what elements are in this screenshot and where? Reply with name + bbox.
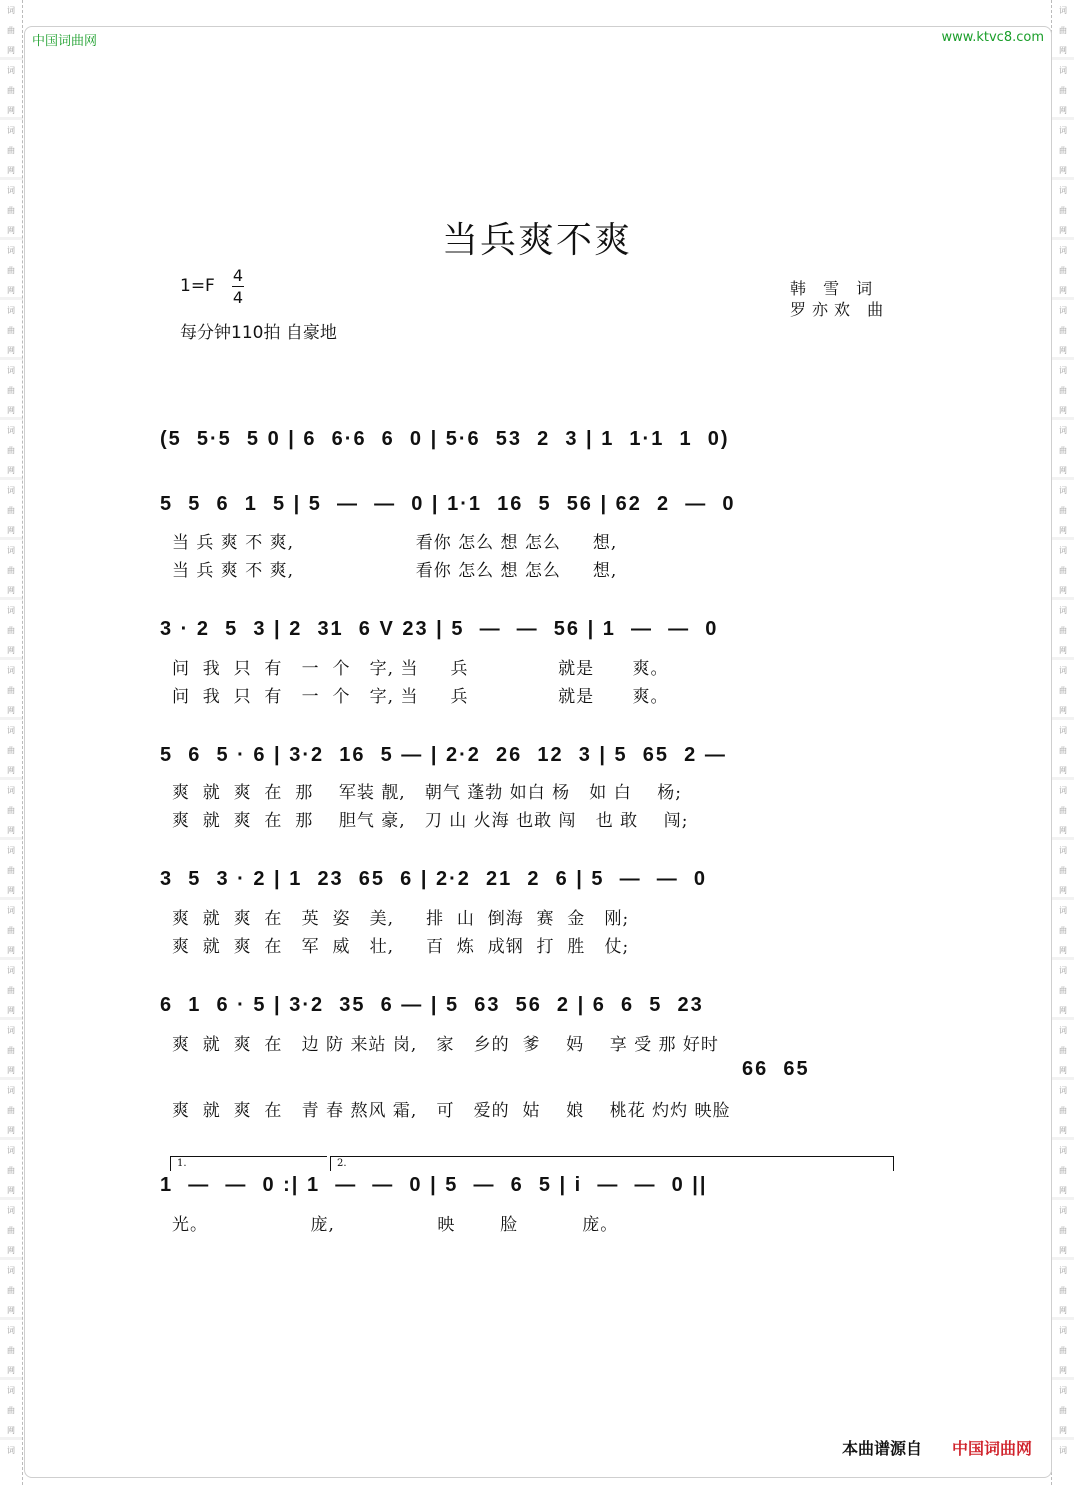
notation-row: 3 · 2 5 3 | 2 31 6 V 23 | 5 — — 56 | 1 — — 0 <box>160 618 719 640</box>
margin-glyph: 曲 <box>1059 86 1067 95</box>
margin-glyph: 网 <box>1059 886 1067 895</box>
margin-glyph: 曲 <box>1059 626 1067 635</box>
margin-glyph: 网 <box>1059 346 1067 355</box>
margin-glyph: 词 <box>7 66 15 75</box>
lyric-line: 光。 庞, 映 脸 庞。 <box>172 1215 619 1235</box>
margin-glyph: 词 <box>1059 546 1067 555</box>
margin-glyph: 曲 <box>7 86 15 95</box>
margin-glyph: 网 <box>7 946 15 955</box>
margin-glyph: 曲 <box>7 1406 15 1415</box>
margin-glyph: 网 <box>1059 46 1067 55</box>
margin-glyph: 曲 <box>7 1286 15 1295</box>
margin-glyph: 词 <box>7 846 15 855</box>
lyric-line: 问 我 只 有 一 个 字, 当 兵 就是 爽。 <box>172 659 669 679</box>
margin-glyph: 网 <box>1059 106 1067 115</box>
margin-glyph: 曲 <box>1059 1406 1067 1415</box>
margin-glyph: 曲 <box>7 1106 15 1115</box>
margin-glyph: 曲 <box>7 506 15 515</box>
margin-glyph: 网 <box>7 1426 15 1435</box>
margin-glyph: 曲 <box>1059 266 1067 275</box>
margin-glyph: 曲 <box>1059 686 1067 695</box>
margin-glyph: 网 <box>1059 766 1067 775</box>
lyric-line: 爽 就 爽 在 青 春 熬风 霜, 可 爱的 姑 娘 桃花 灼灼 映脸 <box>172 1101 731 1121</box>
footer-source-prefix: 本曲谱源自 <box>842 1439 923 1458</box>
time-bottom: 4 <box>232 288 244 307</box>
margin-glyph: 曲 <box>7 1046 15 1055</box>
margin-glyph: 网 <box>1059 406 1067 415</box>
composer: 罗亦欢 曲 <box>790 300 890 319</box>
margin-glyph: 网 <box>7 706 15 715</box>
lyric-line: 当 兵 爽 不 爽, 看你 怎么 想 怎么 想, <box>172 533 618 553</box>
notation-row: 66 65 <box>742 1058 810 1080</box>
margin-glyph: 曲 <box>7 566 15 575</box>
margin-glyph: 词 <box>1059 666 1067 675</box>
margin-glyph: 曲 <box>1059 926 1067 935</box>
margin-glyph: 网 <box>1059 1126 1067 1135</box>
margin-glyph: 网 <box>7 346 15 355</box>
margin-glyph: 曲 <box>7 626 15 635</box>
margin-glyph: 词 <box>7 1086 15 1095</box>
margin-glyph: 网 <box>7 766 15 775</box>
margin-glyph: 网 <box>1059 586 1067 595</box>
margin-glyph: 词 <box>1059 906 1067 915</box>
margin-glyph: 网 <box>1059 646 1067 655</box>
margin-glyph: 网 <box>7 646 15 655</box>
margin-glyph: 曲 <box>7 326 15 335</box>
margin-glyph: 词 <box>7 486 15 495</box>
margin-glyph: 词 <box>7 786 15 795</box>
margin-glyph: 网 <box>1059 826 1067 835</box>
margin-glyph: 曲 <box>1059 326 1067 335</box>
margin-glyph: 词 <box>1059 366 1067 375</box>
margin-glyph: 词 <box>7 1266 15 1275</box>
margin-glyph: 词 <box>1059 486 1067 495</box>
margin-glyph: 网 <box>7 886 15 895</box>
margin-glyph: 网 <box>7 586 15 595</box>
margin-glyph: 曲 <box>7 26 15 35</box>
margin-glyph: 网 <box>1059 1246 1067 1255</box>
margin-glyph: 曲 <box>7 746 15 755</box>
margin-glyph: 网 <box>7 406 15 415</box>
margin-glyph: 词 <box>1059 1086 1067 1095</box>
margin-glyph: 词 <box>1059 246 1067 255</box>
margin-glyph: 网 <box>7 46 15 55</box>
margin-glyph: 网 <box>7 226 15 235</box>
notation-row: 1 — — 0 :| 1 — — 0 | 5 — 6 5 | i — — 0 || <box>160 1174 708 1196</box>
margin-glyph: 词 <box>7 426 15 435</box>
margin-glyph: 词 <box>7 726 15 735</box>
margin-glyph: 曲 <box>7 446 15 455</box>
margin-glyph: 曲 <box>1059 1286 1067 1295</box>
margin-glyph: 词 <box>7 1146 15 1155</box>
volta-2: 2. <box>330 1156 894 1171</box>
margin-glyph: 曲 <box>1059 986 1067 995</box>
margin-glyph: 曲 <box>1059 506 1067 515</box>
tempo-marking: 每分钟110拍 自豪地 <box>180 323 337 343</box>
margin-glyph: 网 <box>1059 466 1067 475</box>
margin-glyph: 网 <box>7 1306 15 1315</box>
notation-row: 6 1 6 · 5 | 3·2 35 6 — | 5 63 56 2 | 6 6 5 23 <box>160 994 704 1016</box>
margin-glyph: 曲 <box>7 206 15 215</box>
margin-glyph: 曲 <box>7 686 15 695</box>
margin-glyph: 网 <box>7 1126 15 1135</box>
margin-glyph: 词 <box>7 186 15 195</box>
margin-glyph: 曲 <box>7 806 15 815</box>
margin-glyph: 词 <box>1059 66 1067 75</box>
volta-1: 1. <box>170 1156 327 1171</box>
margin-glyph: 曲 <box>7 986 15 995</box>
margin-glyph: 网 <box>1059 706 1067 715</box>
margin-glyph: 曲 <box>7 926 15 935</box>
margin-glyph: 词 <box>7 6 15 15</box>
song-title: 当兵爽不爽 <box>441 220 632 261</box>
margin-glyph: 词 <box>7 1026 15 1035</box>
margin-glyph: 网 <box>1059 1426 1067 1435</box>
margin-glyph: 网 <box>7 1366 15 1375</box>
margin-glyph: 曲 <box>1059 146 1067 155</box>
margin-glyph: 曲 <box>1059 746 1067 755</box>
margin-glyph: 曲 <box>1059 206 1067 215</box>
margin-glyph: 词 <box>7 246 15 255</box>
margin-glyph: 词 <box>1059 1146 1067 1155</box>
margin-glyph: 词 <box>7 906 15 915</box>
margin-glyph: 词 <box>7 1326 15 1335</box>
margin-glyph: 词 <box>1059 1206 1067 1215</box>
margin-glyph: 词 <box>1059 306 1067 315</box>
margin-glyph: 网 <box>1059 526 1067 535</box>
margin-glyph: 词 <box>1059 1326 1067 1335</box>
margin-glyph: 词 <box>7 546 15 555</box>
notation-row: (5 5·5 5 0 | 6 6·6 6 0 | 5·6 53 2 3 | 1 1·1 1 0) <box>160 428 730 450</box>
site-url-link[interactable]: www.ktvc8.com <box>941 30 1044 45</box>
margin-glyph: 网 <box>7 1246 15 1255</box>
lyric-line: 爽 就 爽 在 那 胆气 豪, 刀 山 火海 也敢 闯 也 敢 闯; <box>172 811 689 831</box>
margin-glyph: 曲 <box>1059 1226 1067 1235</box>
margin-glyph: 网 <box>1059 1306 1067 1315</box>
lyric-line: 当 兵 爽 不 爽, 看你 怎么 想 怎么 想, <box>172 561 618 581</box>
margin-glyph: 词 <box>1059 786 1067 795</box>
lyric-line: 爽 就 爽 在 英 姿 美, 排 山 倒海 赛 金 刚; <box>172 909 630 929</box>
margin-glyph: 词 <box>1059 966 1067 975</box>
margin-glyph: 曲 <box>1059 866 1067 875</box>
margin-glyph: 词 <box>7 1386 15 1395</box>
margin-glyph: 曲 <box>1059 1046 1067 1055</box>
footer-source-name: 中国词曲网 <box>952 1439 1033 1458</box>
margin-glyph: 词 <box>1059 126 1067 135</box>
margin-glyph: 曲 <box>7 146 15 155</box>
lyric-line: 问 我 只 有 一 个 字, 当 兵 就是 爽。 <box>172 687 669 707</box>
margin-glyph: 网 <box>1059 286 1067 295</box>
margin-glyph: 网 <box>7 1186 15 1195</box>
margin-glyph: 曲 <box>7 1346 15 1355</box>
margin-glyph: 词 <box>7 366 15 375</box>
margin-glyph: 词 <box>1059 1386 1067 1395</box>
margin-glyph: 网 <box>1059 1066 1067 1075</box>
margin-glyph: 曲 <box>7 1166 15 1175</box>
margin-glyph: 网 <box>1059 166 1067 175</box>
margin-glyph: 词 <box>1059 606 1067 615</box>
margin-glyph: 网 <box>7 166 15 175</box>
margin-glyph: 曲 <box>7 1226 15 1235</box>
margin-glyph: 网 <box>7 286 15 295</box>
key-signature: 1=F <box>180 276 215 296</box>
margin-glyph: 词 <box>1059 6 1067 15</box>
notation-row: 3 5 3 · 2 | 1 23 65 6 | 2·2 21 2 6 | 5 — — 0 <box>160 868 708 890</box>
margin-glyph: 词 <box>7 666 15 675</box>
margin-glyph: 网 <box>7 1066 15 1075</box>
margin-glyph: 网 <box>1059 1186 1067 1195</box>
margin-glyph: 词 <box>1059 1446 1067 1455</box>
margin-glyph: 词 <box>1059 846 1067 855</box>
notation-row: 5 6 5 · 6 | 3·2 16 5 — | 2·2 26 12 3 | 5 65 2 — <box>160 744 727 766</box>
site-name-link[interactable]: 中国词曲网 <box>32 34 98 49</box>
margin-glyph: 网 <box>7 526 15 535</box>
credits <box>790 278 889 320</box>
lyric-line: 爽 就 爽 在 边 防 来站 岗, 家 乡的 爹 妈 享 受 那 好时 <box>172 1035 719 1055</box>
margin-glyph: 词 <box>7 126 15 135</box>
margin-glyph: 网 <box>1059 1366 1067 1375</box>
margin-glyph: 词 <box>1059 1026 1067 1035</box>
margin-glyph: 网 <box>1059 946 1067 955</box>
margin-glyph: 网 <box>1059 226 1067 235</box>
margin-glyph: 曲 <box>7 386 15 395</box>
margin-glyph: 网 <box>1059 1006 1067 1015</box>
margin-glyph: 词 <box>1059 426 1067 435</box>
lyric-line: 爽 就 爽 在 那 军装 靓, 朝气 蓬勃 如白 杨 如 白 杨; <box>172 783 683 803</box>
time-top: 4 <box>232 266 244 285</box>
lyric-line: 爽 就 爽 在 军 威 壮, 百 炼 成钢 打 胜 仗; <box>172 937 630 957</box>
margin-glyph: 词 <box>7 1446 15 1455</box>
margin-glyph: 曲 <box>1059 1106 1067 1115</box>
margin-glyph: 曲 <box>1059 386 1067 395</box>
margin-glyph: 曲 <box>1059 446 1067 455</box>
margin-glyph: 曲 <box>1059 1346 1067 1355</box>
margin-glyph: 曲 <box>1059 26 1067 35</box>
notation-row: 5 5 6 1 5 | 5 — — 0 | 1·1 16 5 56 | 62 2 — 0 <box>160 493 736 515</box>
margin-glyph: 词 <box>1059 1266 1067 1275</box>
margin-glyph: 曲 <box>1059 806 1067 815</box>
margin-glyph: 词 <box>1059 186 1067 195</box>
margin-glyph: 网 <box>7 466 15 475</box>
margin-glyph: 曲 <box>1059 566 1067 575</box>
margin-glyph: 词 <box>7 606 15 615</box>
margin-glyph: 曲 <box>7 266 15 275</box>
margin-glyph: 词 <box>7 1206 15 1215</box>
margin-glyph: 词 <box>7 966 15 975</box>
margin-glyph: 曲 <box>1059 1166 1067 1175</box>
margin-glyph: 网 <box>7 1006 15 1015</box>
time-signature <box>232 266 244 307</box>
margin-glyph: 词 <box>7 306 15 315</box>
margin-glyph: 词 <box>1059 726 1067 735</box>
margin-glyph: 曲 <box>7 866 15 875</box>
margin-glyph: 网 <box>7 106 15 115</box>
lyricist: 韩 雪 词 <box>790 279 879 298</box>
margin-glyph: 网 <box>7 826 15 835</box>
